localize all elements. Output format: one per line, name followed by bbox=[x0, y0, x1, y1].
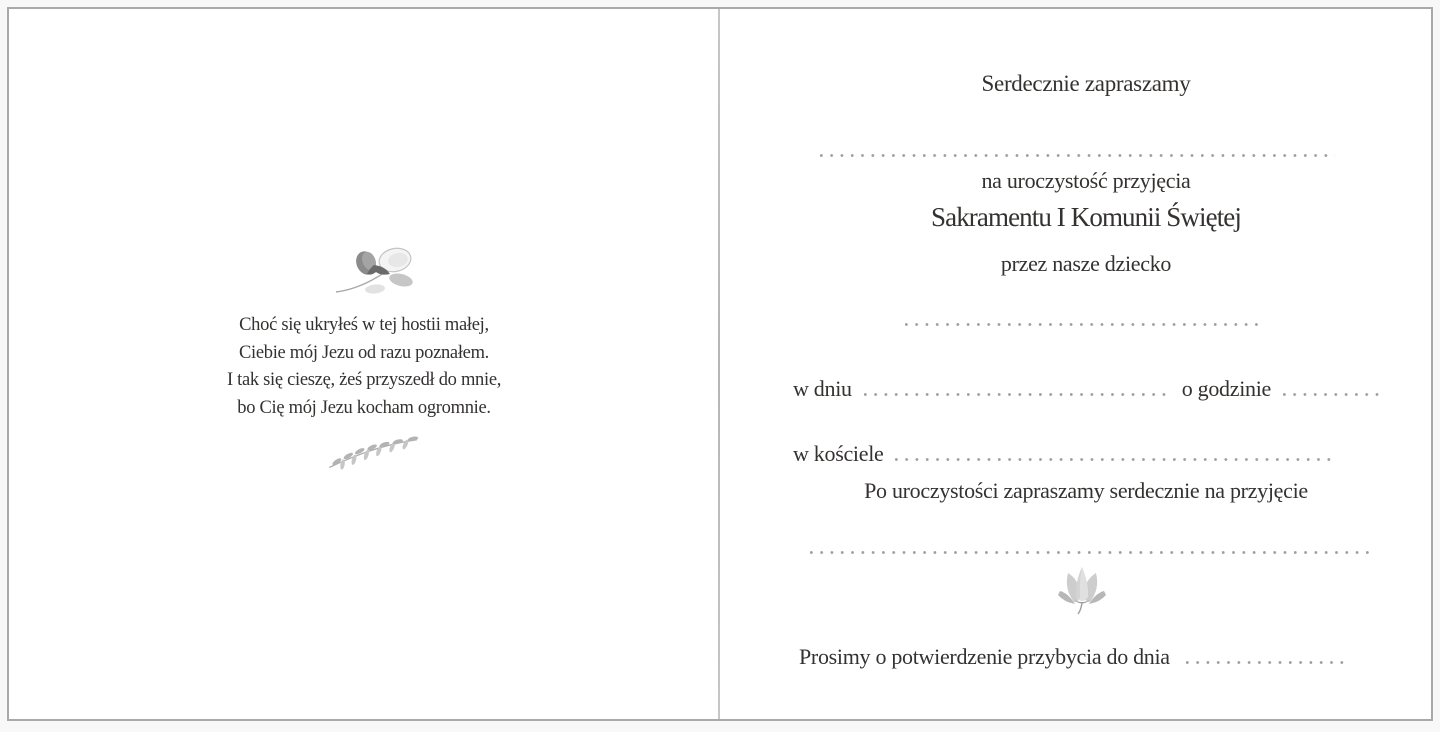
church-row bbox=[793, 435, 1332, 467]
left-page bbox=[9, 9, 719, 719]
church-fill-line bbox=[895, 457, 1332, 462]
date-time-row bbox=[793, 370, 1379, 402]
reception-place-fill-line bbox=[810, 550, 1370, 555]
church-label: w kościele bbox=[793, 441, 884, 466]
guest-name-fill-line bbox=[820, 153, 1335, 158]
poem-line: bo Cię mój Jezu kocham ogromnie. bbox=[237, 397, 491, 418]
child-name-fill-line bbox=[905, 322, 1260, 327]
time-fill-line bbox=[1283, 392, 1379, 397]
invitation-card-spread bbox=[7, 7, 1433, 721]
rsvp-label: Prosimy o potwierdzenie przybycia do dnia bbox=[799, 644, 1170, 669]
fold-line bbox=[718, 9, 720, 719]
occasion-line: na uroczystość przyjęcia bbox=[981, 168, 1191, 193]
reception-note: Po uroczystości zapraszamy serdecznie na przyjęcie bbox=[864, 478, 1308, 503]
flower-bud-sprig-icon bbox=[333, 246, 419, 296]
intro-line: Serdecznie zapraszamy bbox=[981, 71, 1191, 96]
poem-line: Ciebie mój Jezu od razu poznałem. bbox=[238, 342, 490, 363]
rsvp-date-fill-line bbox=[1186, 660, 1350, 665]
time-label: o godzinie bbox=[1181, 376, 1271, 401]
date-label: w dniu bbox=[793, 376, 852, 401]
child-line: przez nasze dziecko bbox=[1000, 251, 1172, 276]
right-page bbox=[721, 9, 1431, 719]
sacrament-title: Sakramentu I Komunii Świętej bbox=[931, 202, 1241, 232]
date-fill-line bbox=[864, 392, 1170, 397]
poem-line: I tak się cieszę, żeś przyszedł do mnie, bbox=[226, 370, 502, 390]
communion-poem bbox=[9, 312, 719, 422]
poem-line: Choć się ukryłeś w tej hostii małej, bbox=[239, 315, 489, 335]
leafy-branch-icon bbox=[325, 435, 423, 475]
magnolia-flower-icon bbox=[1054, 565, 1110, 615]
rsvp-row bbox=[799, 638, 1350, 670]
